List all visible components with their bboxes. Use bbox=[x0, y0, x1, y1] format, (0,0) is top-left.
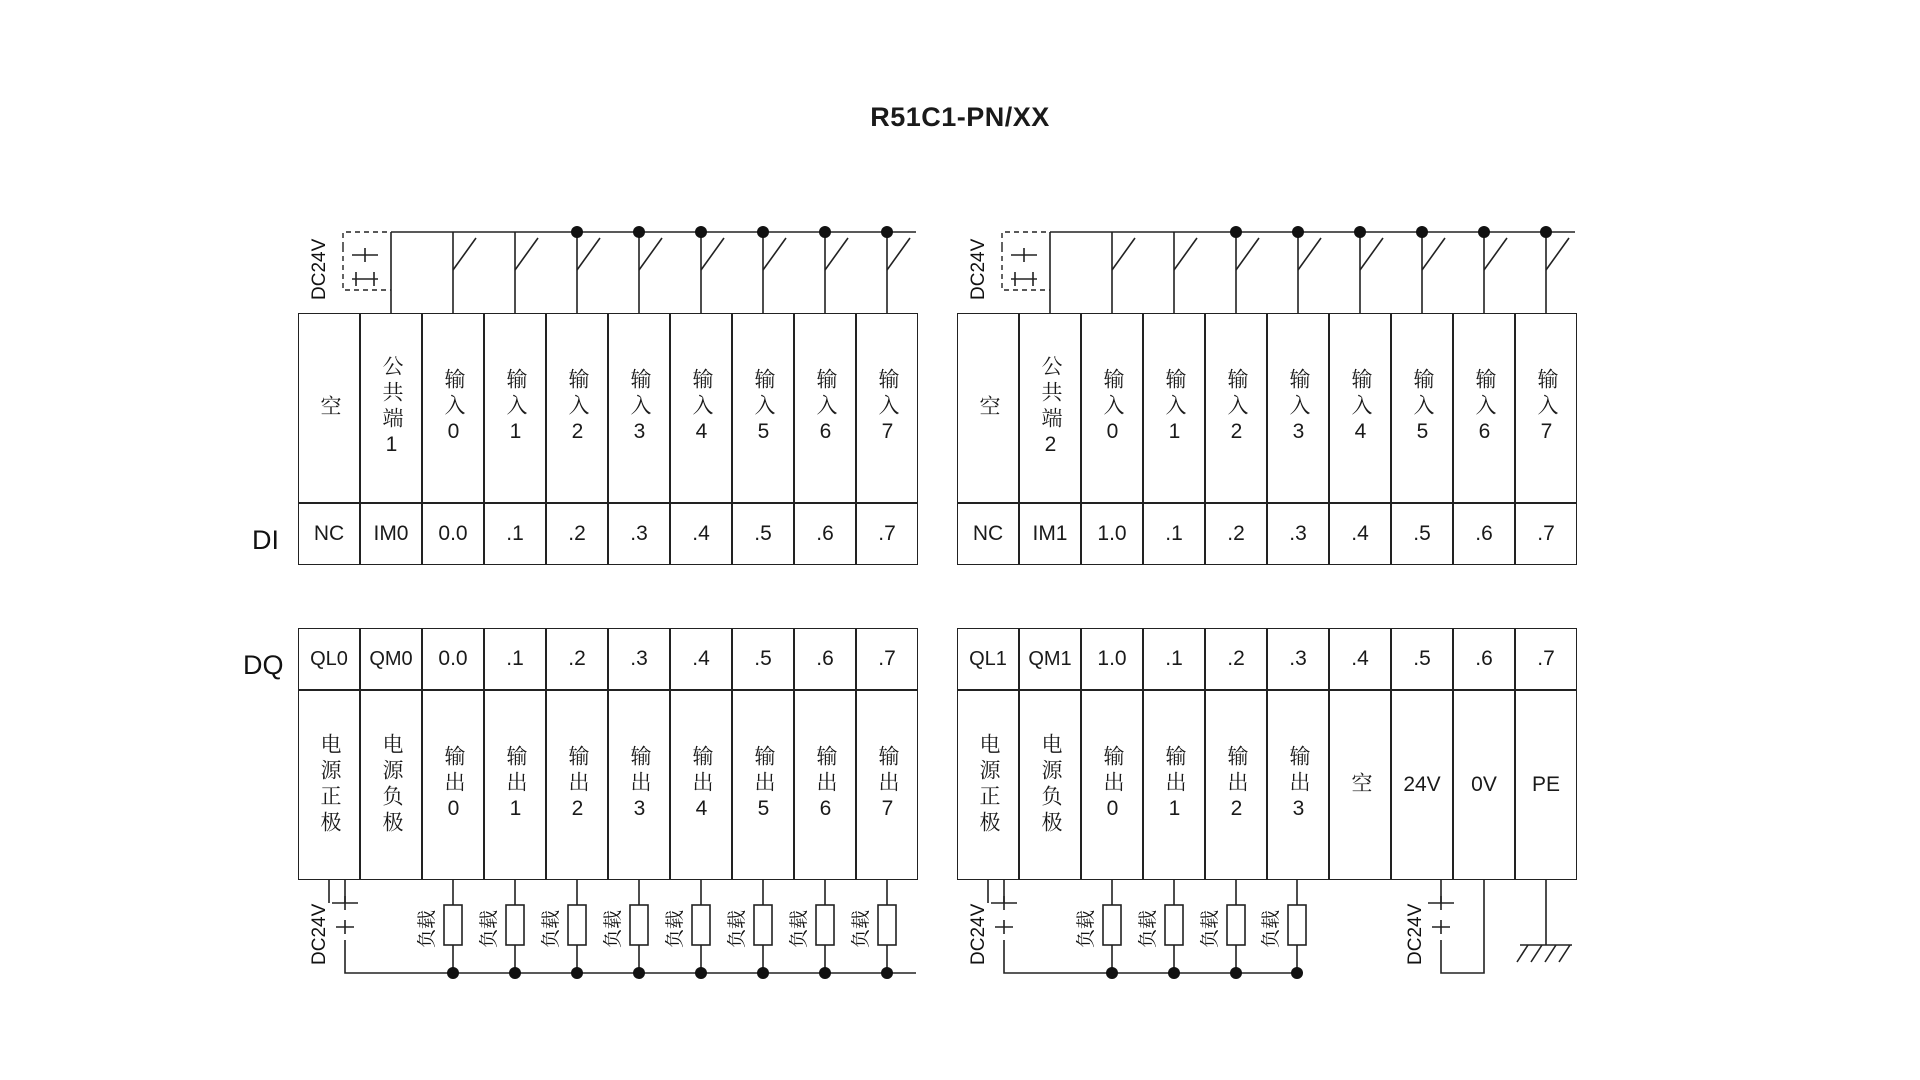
dq1-header-cell: 输出3 bbox=[608, 690, 670, 880]
dq1-dc24v-label: DC24V bbox=[309, 903, 330, 965]
dq1-header-cell: 输出6 bbox=[794, 690, 856, 880]
dq2-value-cell: 1.0 bbox=[1081, 628, 1143, 690]
row-label-dq: DQ bbox=[243, 650, 284, 680]
di2-value-cell: .7 bbox=[1515, 503, 1577, 565]
di2-value-cell: .2 bbox=[1205, 503, 1267, 565]
dq2-header-cell: 24V bbox=[1391, 690, 1453, 880]
dq2-header-cell: 输出2 bbox=[1205, 690, 1267, 880]
dq1-value-cell: .3 bbox=[608, 628, 670, 690]
dq1-load-label: 负载 bbox=[417, 909, 438, 948]
dq1-load-label: 负载 bbox=[727, 909, 748, 948]
di2-value-cell: 1.0 bbox=[1081, 503, 1143, 565]
dq1-value-cell: .7 bbox=[856, 628, 918, 690]
dq1-load-label: 负载 bbox=[789, 909, 810, 948]
dq1-header-cell: 输出0 bbox=[422, 690, 484, 880]
dq2-value-cell: .5 bbox=[1391, 628, 1453, 690]
di2-header-cell: 输入3 bbox=[1267, 313, 1329, 503]
di2-header-cell: 空 bbox=[957, 313, 1019, 503]
dq1-value-cell: .5 bbox=[732, 628, 794, 690]
dq1-load-label: 负载 bbox=[603, 909, 624, 948]
di1-value-cell: .1 bbox=[484, 503, 546, 565]
dq1-value-cell: .1 bbox=[484, 628, 546, 690]
dq1-header-cell: 输出7 bbox=[856, 690, 918, 880]
di2-value-cell: IM1 bbox=[1019, 503, 1081, 565]
di1-header-cell: 输入3 bbox=[608, 313, 670, 503]
dq2-header-cell: 电源正极 bbox=[957, 690, 1019, 880]
dq2-load-label: 负载 bbox=[1138, 909, 1159, 948]
dq1-value-cell: QM0 bbox=[360, 628, 422, 690]
dq1-header-cell: 输出2 bbox=[546, 690, 608, 880]
dq1-header-cell: 电源正极 bbox=[298, 690, 360, 880]
di2-header-cell: 输入7 bbox=[1515, 313, 1577, 503]
dq2-header-cell: 输出0 bbox=[1081, 690, 1143, 880]
di1-value-cell: 0.0 bbox=[422, 503, 484, 565]
row-label-di: DI bbox=[252, 525, 279, 555]
dq2-ext-dc24v-label: DC24V bbox=[1405, 903, 1426, 965]
dq2-value-cell: .2 bbox=[1205, 628, 1267, 690]
dq2-load-label: 负载 bbox=[1076, 909, 1097, 948]
dq1-header-cell: 输出5 bbox=[732, 690, 794, 880]
dq2-value-cell: QM1 bbox=[1019, 628, 1081, 690]
di1-value-cell: IM0 bbox=[360, 503, 422, 565]
dq2-load-label: 负载 bbox=[1200, 909, 1221, 948]
di2-header-cell: 输入4 bbox=[1329, 313, 1391, 503]
di1-value-cell: .6 bbox=[794, 503, 856, 565]
dq2-header-cell: 空 bbox=[1329, 690, 1391, 880]
dq1-header-cell: 输出4 bbox=[670, 690, 732, 880]
di1-value-cell: .3 bbox=[608, 503, 670, 565]
dq2-value-cell: .1 bbox=[1143, 628, 1205, 690]
di1-value-cell: .5 bbox=[732, 503, 794, 565]
dq1-value-cell: .2 bbox=[546, 628, 608, 690]
di2-value-cell: NC bbox=[957, 503, 1019, 565]
dq2-header-cell: 电源负极 bbox=[1019, 690, 1081, 880]
di1-header-cell: 输入2 bbox=[546, 313, 608, 503]
dq2-value-cell: .7 bbox=[1515, 628, 1577, 690]
dq1-load-label: 负载 bbox=[479, 909, 500, 948]
di1-value-cell: .4 bbox=[670, 503, 732, 565]
dq1-value-cell: QL0 bbox=[298, 628, 360, 690]
dq2-value-cell: .4 bbox=[1329, 628, 1391, 690]
di2-header-cell: 输入6 bbox=[1453, 313, 1515, 503]
dq2-dc24v-label: DC24V bbox=[968, 903, 989, 965]
di1-value-cell: NC bbox=[298, 503, 360, 565]
dq1-value-cell: .4 bbox=[670, 628, 732, 690]
di2-header-cell: 输入2 bbox=[1205, 313, 1267, 503]
dq2-value-cell: .6 bbox=[1453, 628, 1515, 690]
dq1-header-cell: 输出1 bbox=[484, 690, 546, 880]
di1-header-cell: 输入7 bbox=[856, 313, 918, 503]
dq2-header-cell: PE bbox=[1515, 690, 1577, 880]
dq1-load-label: 负载 bbox=[665, 909, 686, 948]
di2-dc24v-label: DC24V bbox=[968, 238, 989, 300]
di2-value-cell: .4 bbox=[1329, 503, 1391, 565]
di1-header-cell: 输入6 bbox=[794, 313, 856, 503]
dq2-header-cell: 输出3 bbox=[1267, 690, 1329, 880]
page-title: R51C1-PN/XX bbox=[870, 102, 1050, 132]
dq1-load-label: 负载 bbox=[541, 909, 562, 948]
di1-value-cell: .7 bbox=[856, 503, 918, 565]
dq2-load-label: 负载 bbox=[1261, 909, 1282, 948]
di1-header-cell: 空 bbox=[298, 313, 360, 503]
di1-dc24v-label: DC24V bbox=[309, 238, 330, 300]
di2-header-cell: 公共端2 bbox=[1019, 313, 1081, 503]
di1-header-cell: 输入0 bbox=[422, 313, 484, 503]
di2-value-cell: .1 bbox=[1143, 503, 1205, 565]
di2-value-cell: .3 bbox=[1267, 503, 1329, 565]
di2-header-cell: 输入0 bbox=[1081, 313, 1143, 503]
di1-header-cell: 输入4 bbox=[670, 313, 732, 503]
dq2-header-cell: 输出1 bbox=[1143, 690, 1205, 880]
di1-header-cell: 输入1 bbox=[484, 313, 546, 503]
di1-header-cell: 公共端1 bbox=[360, 313, 422, 503]
dq2-value-cell: QL1 bbox=[957, 628, 1019, 690]
dq1-load-label: 负载 bbox=[851, 909, 872, 948]
dq2-value-cell: .3 bbox=[1267, 628, 1329, 690]
di1-value-cell: .2 bbox=[546, 503, 608, 565]
di2-header-cell: 输入5 bbox=[1391, 313, 1453, 503]
dq1-header-cell: 电源负极 bbox=[360, 690, 422, 880]
dq1-value-cell: 0.0 bbox=[422, 628, 484, 690]
di2-value-cell: .6 bbox=[1453, 503, 1515, 565]
di2-header-cell: 输入1 bbox=[1143, 313, 1205, 503]
dq1-value-cell: .6 bbox=[794, 628, 856, 690]
dq2-header-cell: 0V bbox=[1453, 690, 1515, 880]
di1-header-cell: 输入5 bbox=[732, 313, 794, 503]
di2-value-cell: .5 bbox=[1391, 503, 1453, 565]
